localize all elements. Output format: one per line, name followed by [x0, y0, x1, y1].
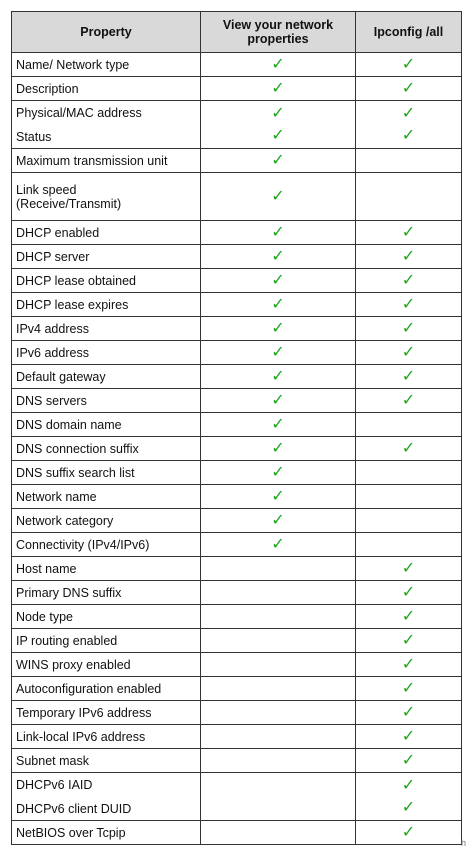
property-label — [12, 101, 201, 149]
property-label-line: DNS servers — [16, 393, 87, 408]
checkmark-icon: ✓ — [271, 415, 285, 433]
property-label-line: DHCP server — [16, 249, 90, 264]
table-row — [12, 437, 462, 461]
ipconfig-all-cell — [356, 341, 462, 365]
corner-mark: h — [461, 838, 467, 848]
property-label — [12, 53, 201, 77]
checkmark-icon: ✓ — [401, 439, 416, 457]
view-network-properties-cell — [201, 725, 356, 749]
ipconfig-all-cell — [356, 557, 462, 581]
property-label-line: DHCP lease expires — [16, 297, 129, 312]
table-row — [12, 149, 462, 173]
view-network-properties-cell — [201, 53, 356, 77]
table-row — [12, 101, 462, 149]
view-network-properties-cell — [201, 509, 356, 533]
ipconfig-all-cell — [356, 389, 462, 413]
property-label-line: Network name — [16, 489, 97, 504]
property-label-line: Link-local IPv6 address — [16, 729, 146, 744]
property-label-line: Node type — [16, 609, 73, 624]
checkmark-icon: ✓ — [401, 367, 416, 385]
property-label — [12, 413, 201, 437]
property-label — [12, 701, 201, 725]
view-network-properties-cell — [201, 581, 356, 605]
ipconfig-all-cell — [356, 293, 462, 317]
property-label — [12, 485, 201, 509]
property-label — [12, 317, 201, 341]
property-label — [12, 245, 201, 269]
ipconfig-all-cell — [356, 173, 462, 221]
checkmark-icon: ✓ — [271, 487, 285, 505]
property-label-line: Default gateway — [16, 369, 106, 384]
property-label — [12, 509, 201, 533]
checkmark-icon: ✓ — [401, 126, 416, 144]
property-label-line: DHCP enabled — [16, 225, 100, 240]
header-ipconfig-all: Ipconfig /all — [356, 12, 462, 53]
checkmark-icon: ✓ — [271, 79, 285, 97]
header-view-network-properties: View your network properties — [201, 12, 356, 53]
checkmark-icon: ✓ — [271, 271, 285, 289]
checkmark-icon: ✓ — [271, 151, 285, 169]
ipconfig-all-cell — [356, 509, 462, 533]
view-network-properties-cell — [201, 773, 356, 821]
property-label — [12, 773, 201, 821]
property-label-line: IP routing enabled — [16, 633, 118, 648]
checkmark-icon: ✓ — [401, 655, 416, 673]
table-row — [12, 245, 462, 269]
view-network-properties-cell — [201, 245, 356, 269]
view-network-properties-cell — [201, 173, 356, 221]
property-label-line: DNS connection suffix — [16, 441, 139, 456]
ipconfig-all-cell — [356, 773, 462, 821]
ipconfig-all-cell — [356, 461, 462, 485]
property-label-line: Autoconfiguration enabled — [16, 681, 162, 696]
ipconfig-all-cell — [356, 629, 462, 653]
checkmark-icon: ✓ — [271, 535, 285, 553]
ipconfig-all-cell — [356, 581, 462, 605]
property-label-line: IPv6 address — [16, 345, 89, 360]
table-row — [12, 485, 462, 509]
table-row — [12, 509, 462, 533]
property-label-line: DNS suffix search list — [16, 465, 135, 480]
table-row — [12, 821, 462, 845]
property-label — [12, 389, 201, 413]
view-network-properties-cell — [201, 413, 356, 437]
checkmark-icon: ✓ — [401, 247, 416, 265]
view-network-properties-cell — [201, 293, 356, 317]
table-row — [12, 677, 462, 701]
view-network-properties-cell — [201, 77, 356, 101]
property-label-line: Primary DNS suffix — [16, 585, 122, 600]
table-row — [12, 653, 462, 677]
property-label — [12, 749, 201, 773]
property-label-line: DHCPv6 client DUID — [16, 801, 132, 816]
property-label-line: IPv4 address — [16, 321, 89, 336]
property-label — [12, 821, 201, 845]
property-label — [12, 77, 201, 101]
view-network-properties-cell — [201, 389, 356, 413]
property-label-line: Network category — [16, 513, 114, 528]
property-label — [12, 629, 201, 653]
property-label — [12, 677, 201, 701]
checkmark-icon: ✓ — [271, 247, 285, 265]
checkmark-icon: ✓ — [401, 607, 416, 625]
checkmark-icon: ✓ — [271, 295, 285, 313]
table-row — [12, 725, 462, 749]
checkmark-icon: ✓ — [401, 631, 416, 649]
ipconfig-all-cell — [356, 317, 462, 341]
property-label — [12, 557, 201, 581]
checkmark-icon: ✓ — [271, 511, 285, 529]
property-label — [12, 293, 201, 317]
table-row — [12, 173, 462, 221]
property-label — [12, 221, 201, 245]
table-row — [12, 773, 462, 821]
view-network-properties-cell — [201, 221, 356, 245]
view-network-properties-cell — [201, 653, 356, 677]
view-network-properties-cell — [201, 677, 356, 701]
property-label-line: Description — [16, 81, 79, 96]
checkmark-icon: ✓ — [271, 319, 285, 337]
ipconfig-all-cell — [356, 821, 462, 845]
checkmark-icon: ✓ — [401, 343, 416, 361]
view-network-properties-cell — [201, 533, 356, 557]
checkmark-icon: ✓ — [401, 751, 416, 769]
table-row — [12, 221, 462, 245]
checkmark-icon: ✓ — [401, 295, 416, 313]
checkmark-icon: ✓ — [401, 583, 416, 601]
ipconfig-all-cell — [356, 269, 462, 293]
checkmark-icon: ✓ — [401, 104, 416, 122]
view-network-properties-cell — [201, 749, 356, 773]
network-properties-table — [11, 11, 462, 845]
checkmark-icon: ✓ — [401, 319, 416, 337]
checkmark-icon: ✓ — [401, 559, 416, 577]
property-label-line: Subnet mask — [16, 753, 89, 768]
table-row — [12, 293, 462, 317]
table-row — [12, 701, 462, 725]
table-row — [12, 605, 462, 629]
view-network-properties-cell — [201, 557, 356, 581]
checkmark-icon: ✓ — [271, 367, 285, 385]
property-label-line: NetBIOS over Tcpip — [16, 825, 126, 840]
ipconfig-all-cell — [356, 725, 462, 749]
table-row — [12, 581, 462, 605]
view-network-properties-cell — [201, 701, 356, 725]
view-network-properties-cell — [201, 341, 356, 365]
checkmark-icon: ✓ — [401, 823, 416, 841]
table-row — [12, 461, 462, 485]
property-label — [12, 653, 201, 677]
property-label-line: Status — [16, 129, 52, 144]
checkmark-icon: ✓ — [401, 703, 416, 721]
table-row — [12, 557, 462, 581]
view-network-properties-cell — [201, 101, 356, 149]
view-network-properties-cell — [201, 269, 356, 293]
property-label-line: Link speed — [16, 182, 77, 197]
ipconfig-all-cell — [356, 221, 462, 245]
table-row — [12, 413, 462, 437]
table-row — [12, 317, 462, 341]
checkmark-icon: ✓ — [401, 776, 416, 794]
property-label — [12, 533, 201, 557]
property-label — [12, 173, 201, 221]
ipconfig-all-cell — [356, 101, 462, 149]
checkmark-icon: ✓ — [271, 463, 285, 481]
checkmark-icon: ✓ — [401, 679, 416, 697]
property-label-line: Connectivity (IPv4/IPv6) — [16, 537, 150, 552]
property-label-line: (Receive/Transmit) — [16, 196, 122, 211]
property-label-line: DHCPv6 IAID — [16, 777, 93, 792]
table-row — [12, 533, 462, 557]
property-label-line: Temporary IPv6 address — [16, 705, 152, 720]
property-label — [12, 605, 201, 629]
checkmark-icon: ✓ — [401, 271, 416, 289]
property-label — [12, 725, 201, 749]
view-network-properties-cell — [201, 461, 356, 485]
property-label-line: Maximum transmission unit — [16, 153, 168, 168]
ipconfig-all-cell — [356, 653, 462, 677]
table-row — [12, 53, 462, 77]
ipconfig-all-cell — [356, 485, 462, 509]
table-row — [12, 365, 462, 389]
table-row — [12, 269, 462, 293]
checkmark-icon: ✓ — [401, 79, 416, 97]
ipconfig-all-cell — [356, 365, 462, 389]
ipconfig-all-cell — [356, 533, 462, 557]
ipconfig-all-cell — [356, 605, 462, 629]
checkmark-icon: ✓ — [271, 187, 285, 205]
ipconfig-all-cell — [356, 749, 462, 773]
property-label — [12, 365, 201, 389]
property-label — [12, 461, 201, 485]
checkmark-icon: ✓ — [271, 439, 285, 457]
property-label — [12, 341, 201, 365]
header-row — [12, 12, 462, 53]
table-row — [12, 749, 462, 773]
ipconfig-all-cell — [356, 701, 462, 725]
ipconfig-all-cell — [356, 77, 462, 101]
view-network-properties-cell — [201, 437, 356, 461]
ipconfig-all-cell — [356, 245, 462, 269]
ipconfig-all-cell — [356, 149, 462, 173]
view-network-properties-cell — [201, 485, 356, 509]
header-property: Property — [12, 12, 201, 53]
ipconfig-all-cell — [356, 677, 462, 701]
checkmark-icon: ✓ — [271, 126, 285, 144]
table-row — [12, 389, 462, 413]
checkmark-icon: ✓ — [271, 104, 285, 122]
view-network-properties-cell — [201, 365, 356, 389]
checkmark-icon: ✓ — [401, 55, 416, 73]
checkmark-icon: ✓ — [401, 223, 416, 241]
table-body — [12, 53, 462, 845]
property-label — [12, 581, 201, 605]
property-label-line: WINS proxy enabled — [16, 657, 131, 672]
checkmark-icon: ✓ — [401, 391, 416, 409]
property-label-line: Name/ Network type — [16, 57, 130, 72]
view-network-properties-cell — [201, 317, 356, 341]
property-label — [12, 149, 201, 173]
checkmark-icon: ✓ — [271, 343, 285, 361]
checkmark-icon: ✓ — [401, 798, 416, 816]
view-network-properties-cell — [201, 821, 356, 845]
checkmark-icon: ✓ — [401, 727, 416, 745]
view-network-properties-cell — [201, 629, 356, 653]
view-network-properties-cell — [201, 149, 356, 173]
table-row — [12, 629, 462, 653]
property-label-line: Host name — [16, 561, 77, 576]
table-row — [12, 77, 462, 101]
property-label-line: Physical/MAC address — [16, 105, 142, 120]
checkmark-icon: ✓ — [271, 391, 285, 409]
property-label — [12, 269, 201, 293]
table-row — [12, 341, 462, 365]
property-label — [12, 437, 201, 461]
property-label-line: DHCP lease obtained — [16, 273, 136, 288]
view-network-properties-cell — [201, 605, 356, 629]
ipconfig-all-cell — [356, 53, 462, 77]
checkmark-icon: ✓ — [271, 55, 285, 73]
checkmark-icon: ✓ — [271, 223, 285, 241]
property-label-line: DNS domain name — [16, 417, 122, 432]
ipconfig-all-cell — [356, 437, 462, 461]
ipconfig-all-cell — [356, 413, 462, 437]
